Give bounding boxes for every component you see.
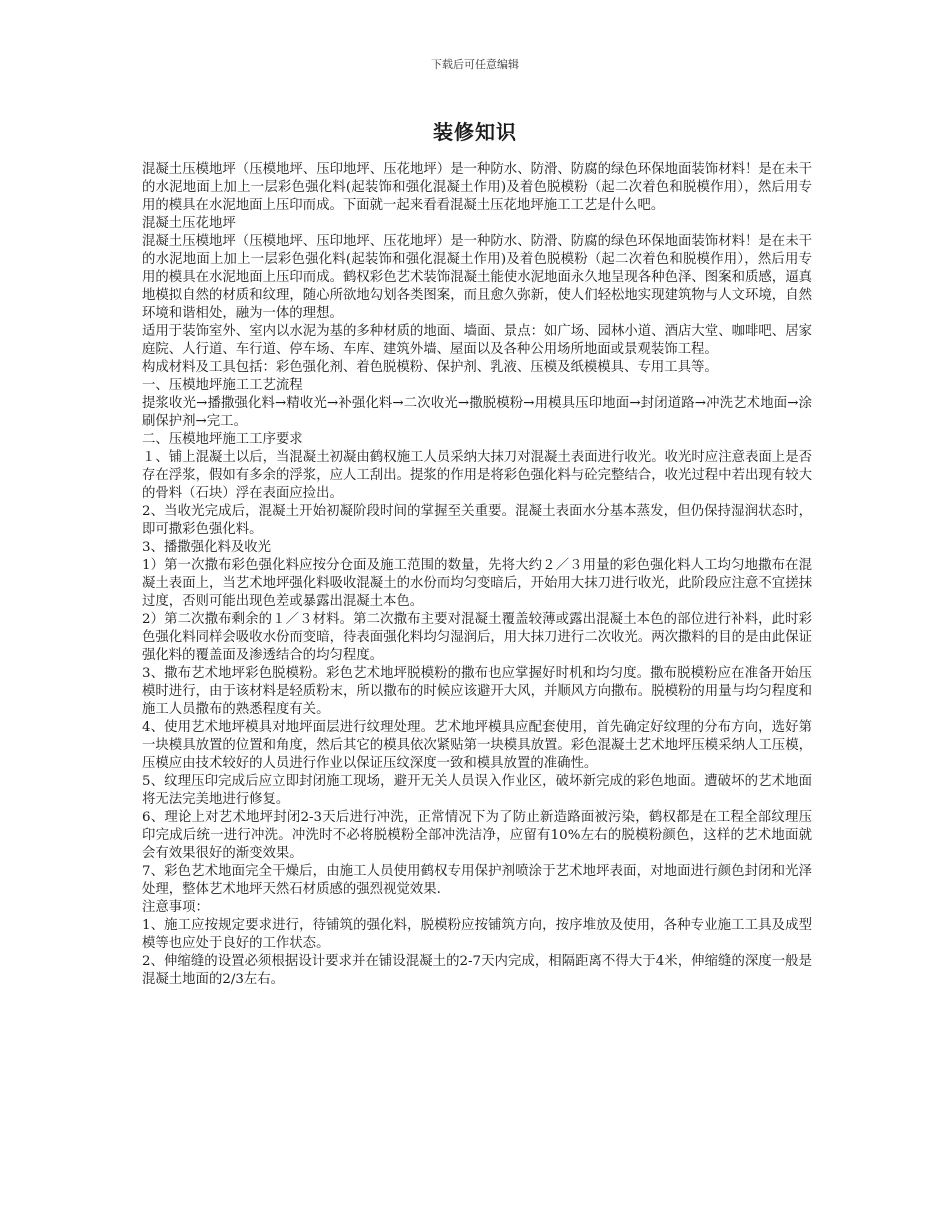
paragraph: 1）第一次撒布彩色强化料应按分仓面及施工范围的数量，先将大约２／３用量的彩色强化料人工均匀地撒布在混凝土表面上，当艺术地坪强化料吸收混凝土的水份而均匀变暗后，开始用大抹刀进行收光，此阶段应注意不宜搓抹过度，否则可能出现色差或暴露出混凝土本色。 <box>142 558 812 609</box>
paragraph: 2、伸缩缝的设置必须根据设计要求并在铺设混凝土的2-7天内完成，相隔距离不得大于4米，伸缩缝的深度一般是混凝土地面的2/3左右。 <box>142 954 812 987</box>
paragraph: 适用于装饰室外、室内以水泥为基的多种材质的地面、墙面、景点：如广场、园林小道、酒店大堂、咖啡吧、居家庭院、人行道、车行道、停车场、车库、建筑外墙、屋面以及各种公用场所地面或景观装饰工程。 <box>142 324 812 357</box>
paragraph: 3、撒布艺术地坪彩色脱模粉。彩色艺术地坪脱模粉的撒布也应掌握好时机和均匀度。撒布脱模粉应在准备开始压模时进行，由于该材料是轻质粉末，所以撒布的时候应该避开大风，并顺风方向撒布。脱模粉的用量与均匀程度和施工人员撒布的熟悉程度有关。 <box>142 666 812 717</box>
paragraph: 3、播撒强化料及收光 <box>142 540 272 555</box>
paragraph: 2）第二次撒布剩余的１／３材料。第二次撒布主要对混凝土覆盖较薄或露出混凝土本色的部位进行补料，此时彩色强化料同样会吸收水份而变暗，待表面强化料均匀湿润后，用大抹刀进行二次收光。两次撒料的目的是由此保证强化料的覆盖面及渗透结合的均匀程度。 <box>142 612 812 663</box>
header-note: 下载后可任意编辑 <box>431 58 519 71</box>
paragraph: 4、使用艺术地坪模具对地坪面层进行纹理处理。艺术地坪模具应配套使用，首先确定好纹理的分布方向，选好第一块模具放置的位置和角度，然后其它的模具依次紧贴第一块模具放置。彩色混凝土艺术地坪压模采纳人工压模，压模应由技术较好的人员进行作业以保证压纹深度一致和模具放置的准确性。 <box>142 720 812 771</box>
paragraph: 6、理论上对艺术地坪封闭2-3天后进行冲洗，正常情况下为了防止新造路面被污染，鹤权都是在工程全部纹理压印完成后统一进行冲洗。冲洗时不必将脱模粉全部冲洗洁净，应留有10%左右的脱模粉颜色，这样的艺术地面就会有效果很好的渐变效果。 <box>142 810 812 861</box>
section-heading: 注意事项： <box>142 900 209 915</box>
document-title: 装修知识 <box>433 120 517 144</box>
paragraph: 混凝土压模地坪（压模地坪、压印地坪、压花地坪）是一种防水、防滑、防腐的绿色环保地面装饰材料！是在未干的水泥地面上加上一层彩色强化料(起装饰和强化混凝土作用)及着色脱模粉（起二次着色和脱模作用），然后用专用的模具在水泥地面上压印而成。鹤权彩色艺术装饰混凝土能使水泥地面永久地呈现各种色泽、图案和质感，逼真地模拟自然的材质和纹理，随心所欲地勾划各类图案，而且愈久弥新，使人们轻松地实现建筑物与人文环境，自然环境和谐相处，融为一体的理想。 <box>142 234 812 321</box>
section-heading: 一、压模地坪施工工艺流程 <box>142 378 303 393</box>
section-heading: 二、压模地坪施工工序要求 <box>142 432 303 447</box>
paragraph: 混凝土压模地坪（压模地坪、压印地坪、压花地坪）是一种防水、防滑、防腐的绿色环保地面装饰材料！是在未干的水泥地面上加上一层彩色强化料(起装饰和强化混凝土作用)及着色脱模粉（起二次着色和脱模作用），然后用专用的模具在水泥地面上压印而成。下面就一起来看看混凝土压花地坪施工工艺是什么吧。 <box>142 162 812 213</box>
paragraph: 5、纹理压印完成后应立即封闭施工现场，避开无关人员误入作业区，破坏新完成的彩色地面。遭破坏的艺术地面将无法完美地进行修复。 <box>142 774 812 807</box>
paragraph: 1、施工应按规定要求进行，待铺筑的强化料，脱模粉应按铺筑方向，按序堆放及使用，各种专业施工工具及成型模等也应处于良好的工作状态。 <box>142 918 812 951</box>
paragraph: 混凝土压花地坪 <box>142 216 236 231</box>
paragraph: 2、当收光完成后，混凝土开始初凝阶段时间的掌握至关重要。混凝土表面水分基本蒸发，但仍保持湿润状态时，即可撒彩色强化料。 <box>142 504 812 537</box>
document-body <box>142 161 812 989</box>
paragraph: 构成材料及工具包括：彩色强化剂、着色脱模粉、保护剂、乳液、压模及纸模模具、专用工具等。 <box>142 360 718 375</box>
paragraph: １、铺上混凝土以后，当混凝土初凝由鹤权施工人员采纳大抹刀对混凝土表面进行收光。收光时应注意表面上是否存在浮浆，假如有多余的浮浆，应人工刮出。提浆的作用是将彩色强化料与砼完整结合，收光过程中若出现有较大的骨料（石块）浮在表面应捡出。 <box>142 450 812 501</box>
paragraph: 提浆收光→播撒强化料→精收光→补强化料→二次收光→撒脱模粉→用模具压印地面→封闭道路→冲洗艺术地面→涂刷保护剂→完工。 <box>142 396 812 429</box>
paragraph: 7、彩色艺术地面完全干燥后，由施工人员使用鹤权专用保护剂喷涂于艺术地坪表面，对地面进行颜色封闭和光泽处理，整体艺术地坪天然石材质感的强烈视觉效果. <box>142 864 812 897</box>
